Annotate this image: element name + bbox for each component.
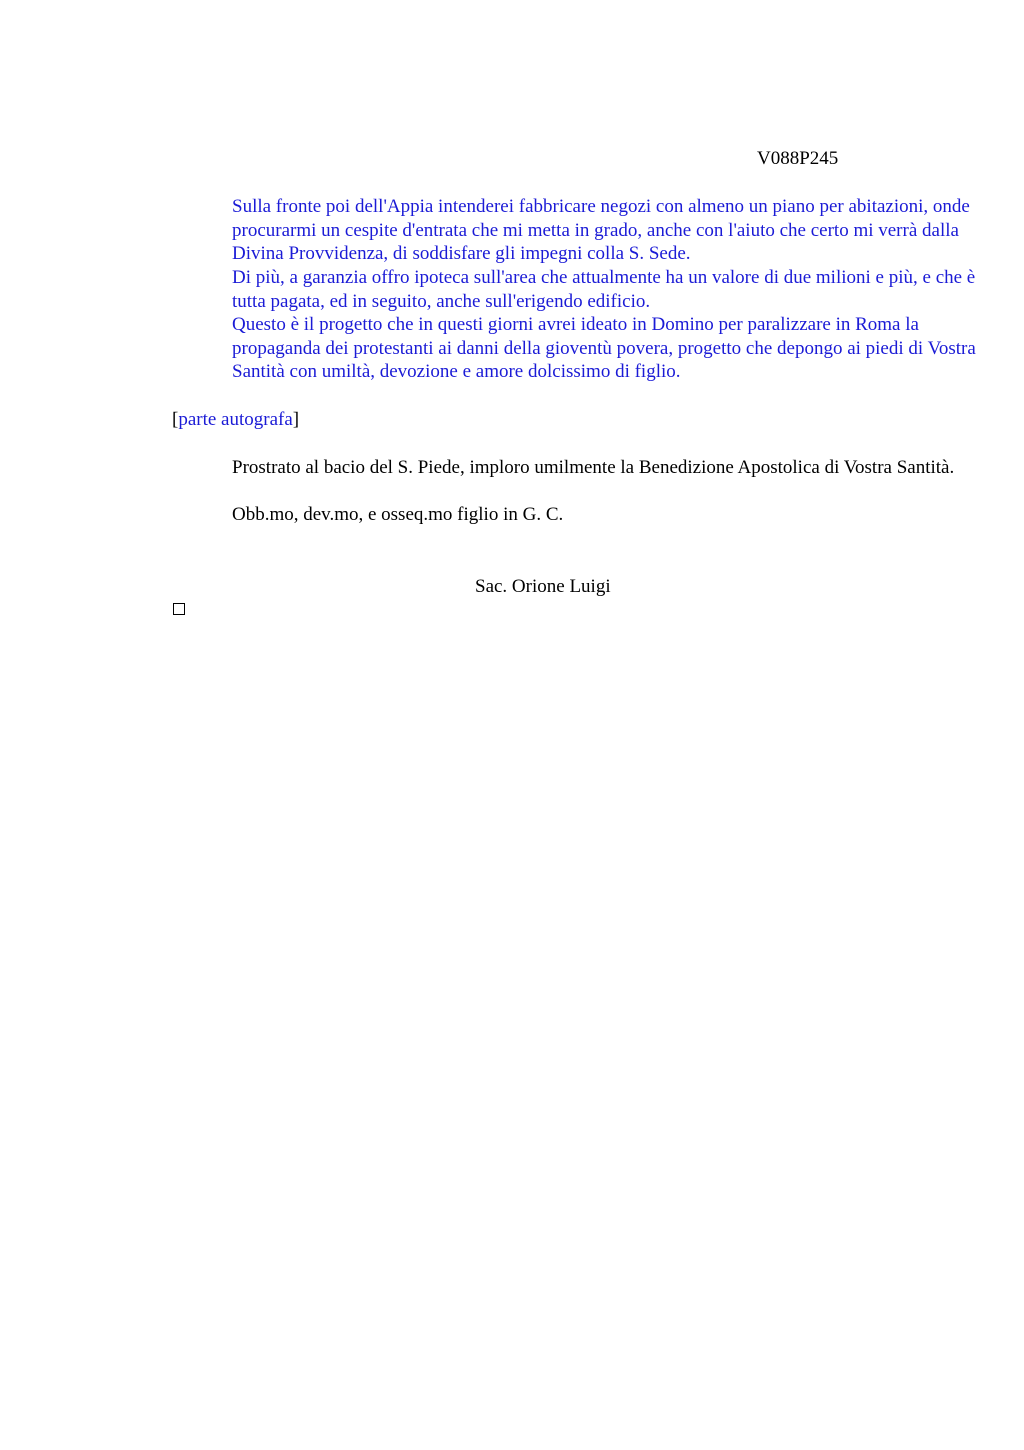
paragraph-closing: Obb.mo, dev.mo, e osseq.mo figlio in G. C. — [232, 504, 564, 525]
reference-code: V088P245 — [757, 148, 839, 169]
note-text: parte autografa — [178, 409, 293, 430]
note-close-bracket: ] — [292, 409, 300, 430]
autograph-note — [172, 408, 932, 432]
document-page — [172, 0, 976, 1450]
paragraph-appia-shops: Sulla fronte poi dell'Appia intenderei fabbricare negozi con almeno un piano per abitazioni, onde procurarmi un cespite d'entrata che mi metta in grado, anche con l'aiuto che certo mi verrà dalla Divina Provvidenza, di soddisfare gli impegni colla S. Sede. — [232, 196, 970, 265]
note-open-bracket: [ — [172, 409, 179, 430]
signature: Sac. Orione Luigi — [475, 576, 611, 597]
paragraph-guarantee: Di più, a garanzia offro ipoteca sull'area che attualmente ha un valore di due milioni e più, e che è tutta pagata, ed in seguito, anche sull'erigendo edificio. — [232, 267, 976, 312]
empty-square-icon — [173, 603, 185, 615]
paragraph-project: Questo è il progetto che in questi giorni avrei ideato in Domino per paralizzare in Roma la propaganda dei protestanti ai danni della gioventù povera, progetto che depongo ai piedi di Vostra Santità con umiltà, devozione e amore dolcissimo di figlio. — [232, 314, 976, 383]
paragraph-blessing-request: Prostrato al bacio del S. Piede, imploro umilmente la Benedizione Apostolica di Vostra Santità. — [232, 457, 955, 478]
